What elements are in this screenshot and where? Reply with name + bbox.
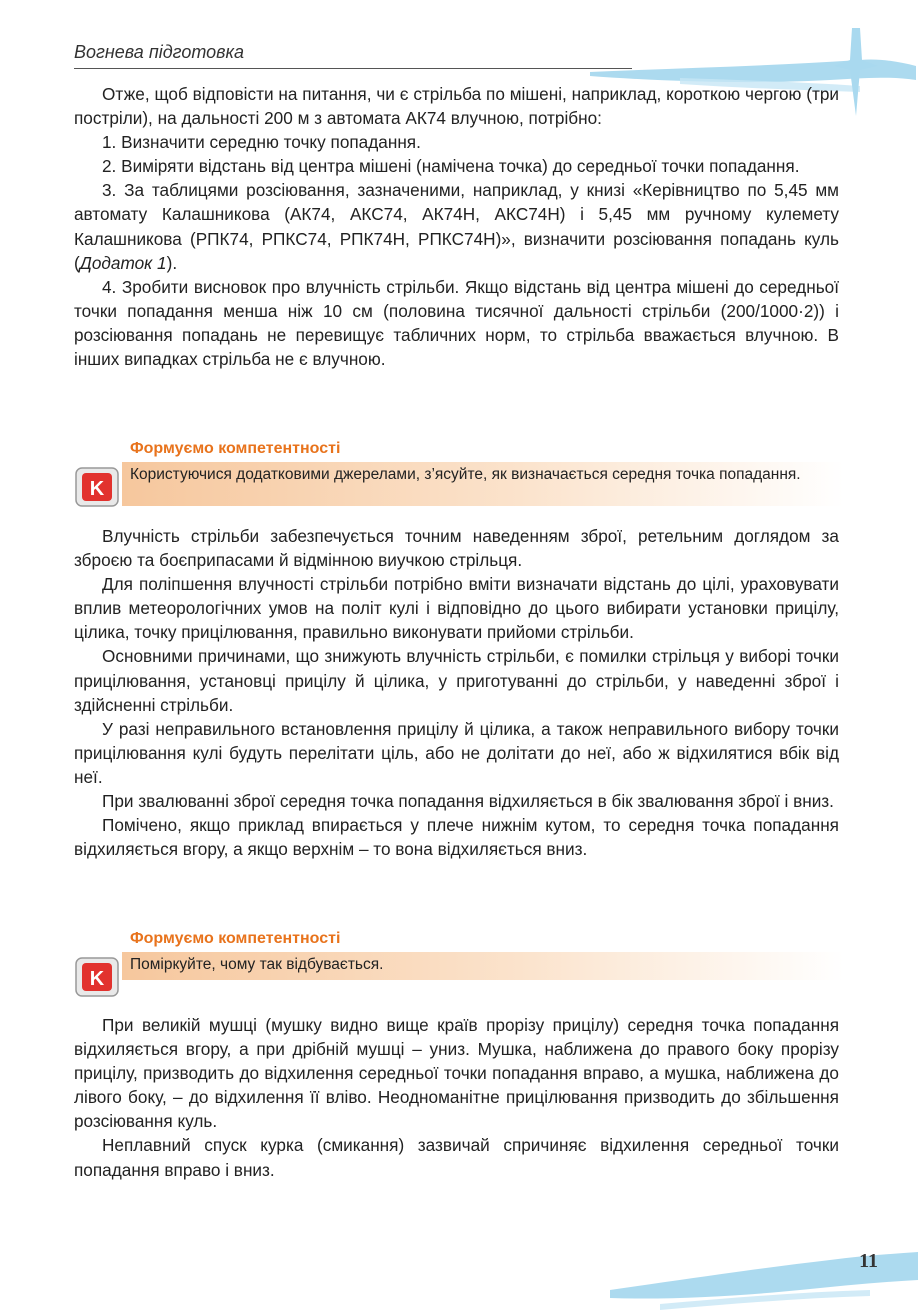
- header-title: Вогнева підготовка: [74, 42, 245, 62]
- paragraph: Для поліпшення влучності стрільби потрібно вміти визначати відстань до цілі, ураховувати вплив метеорологічних умов на політ кулі і відповідно до цього вибирати установки прицілу, цілика, точку прицілювання, правильно виконувати прийоми стрільби.: [74, 574, 839, 643]
- competence-heading: Формуємо компетентності: [130, 930, 341, 947]
- text-block-intro: [74, 82, 839, 371]
- competence-k-icon: [74, 956, 122, 1000]
- list-item-text: 3. За таблицями розсіювання, зазначеними, наприклад, у книзі «Керівництво по 5,45 мм автомату Калашникова (АК74, АКС74, АК74Н, АКС74Н) і 5,45 мм ручному кулемету Калашникова (РПК74, РПКС74, РПК74Н, РПКС74Н)», визначити розсіювання попадань куль (: [74, 180, 839, 273]
- list-item: 2. Виміряти відстань від центра мішені (намічена точка) до середньої точки попадання.: [102, 156, 800, 177]
- competence-box: [74, 462, 844, 508]
- text-block-accuracy: [74, 524, 839, 861]
- list-item: 1. Визначити середню точку попадання.: [102, 132, 421, 153]
- competence-text: Поміркуйте, чому так відбувається.: [130, 956, 384, 973]
- paragraph: Влучність стрільби забезпечується точним наведенням зброї, ретельним доглядом за зброєю та боєприпасами й відмінною виучкою стрільця.: [74, 526, 839, 571]
- list-item: 4. Зробити висновок про влучність стрільби. Якщо відстань від центра мішені до середньої точки попадання менша ніж 10 см (половина тисячної дальності стрільби (200/1000·2)) і розсіювання попадань не перевищує табличних норм, то стрільба вважається влучною. В інших випадках стрільба не є влучною.: [74, 276, 839, 370]
- svg-text:K: K: [89, 968, 105, 990]
- text-block-front-sight: [74, 1013, 839, 1182]
- competence-box: [74, 952, 844, 998]
- paragraph: Неплавний спуск курка (смикання) зазвичай спричиняє відхилення середньої точки попадання вправо і вниз.: [74, 1135, 839, 1180]
- paragraph: При великій мушці (мушку видно вище країв прорізу прицілу) середня точка попадання відхиляється вгору, а при дрібній мушці – униз. Мушка, наближена до правого боку прорізу прицілу, призводить до відхилення середньої точки попадання вправо, а мушка, наближена до лівого боку, – до відхилення її вліво. Неодноманітне прицілювання призводить до збільшення розсіювання куль.: [74, 1015, 839, 1132]
- paragraph: Отже, щоб відповісти на питання, чи є стрільба по мішені, наприклад, короткою чергою (три постріли), на дальності 200 м з автомата АК74 влучною, потрібно:: [74, 84, 839, 129]
- paragraph: У разі неправильного встановлення прицілу й цілика, а також неправильного вибору точки прицілювання кулі будуть перелітати ціль, або не долітати до неї, або ж відхилятися вбік від неї.: [74, 718, 839, 787]
- list-item: [74, 178, 839, 274]
- page-number: 11: [859, 1250, 878, 1272]
- svg-text:K: K: [89, 478, 105, 500]
- competence-k-icon: [74, 466, 122, 510]
- paragraph: Помічено, якщо приклад впирається у плече нижнім кутом, то середня точка попадання відхиляється вгору, а якщо верхнім – то вона відхиляється вниз.: [74, 815, 839, 860]
- appendix-reference: Додаток 1: [79, 252, 167, 273]
- paragraph: Основними причинами, що знижують влучність стрільби, є помилки стрільця у виборі точки прицілювання, установці прицілу й цілика, у приготуванні до стрільби, у наведенні зброї і здійсненні стрільби.: [74, 646, 839, 715]
- competence-heading: Формуємо компетентності: [130, 440, 341, 457]
- header-divider: [74, 68, 632, 69]
- list-item-text: ).: [166, 252, 178, 273]
- competence-text: Користуючися додатковими джерелами, з’ясуйте, як визначається середня точка попадання.: [130, 466, 801, 483]
- paragraph: При звалюванні зброї середня точка попадання відхиляється в бік звалювання зброї і вниз.: [102, 791, 834, 812]
